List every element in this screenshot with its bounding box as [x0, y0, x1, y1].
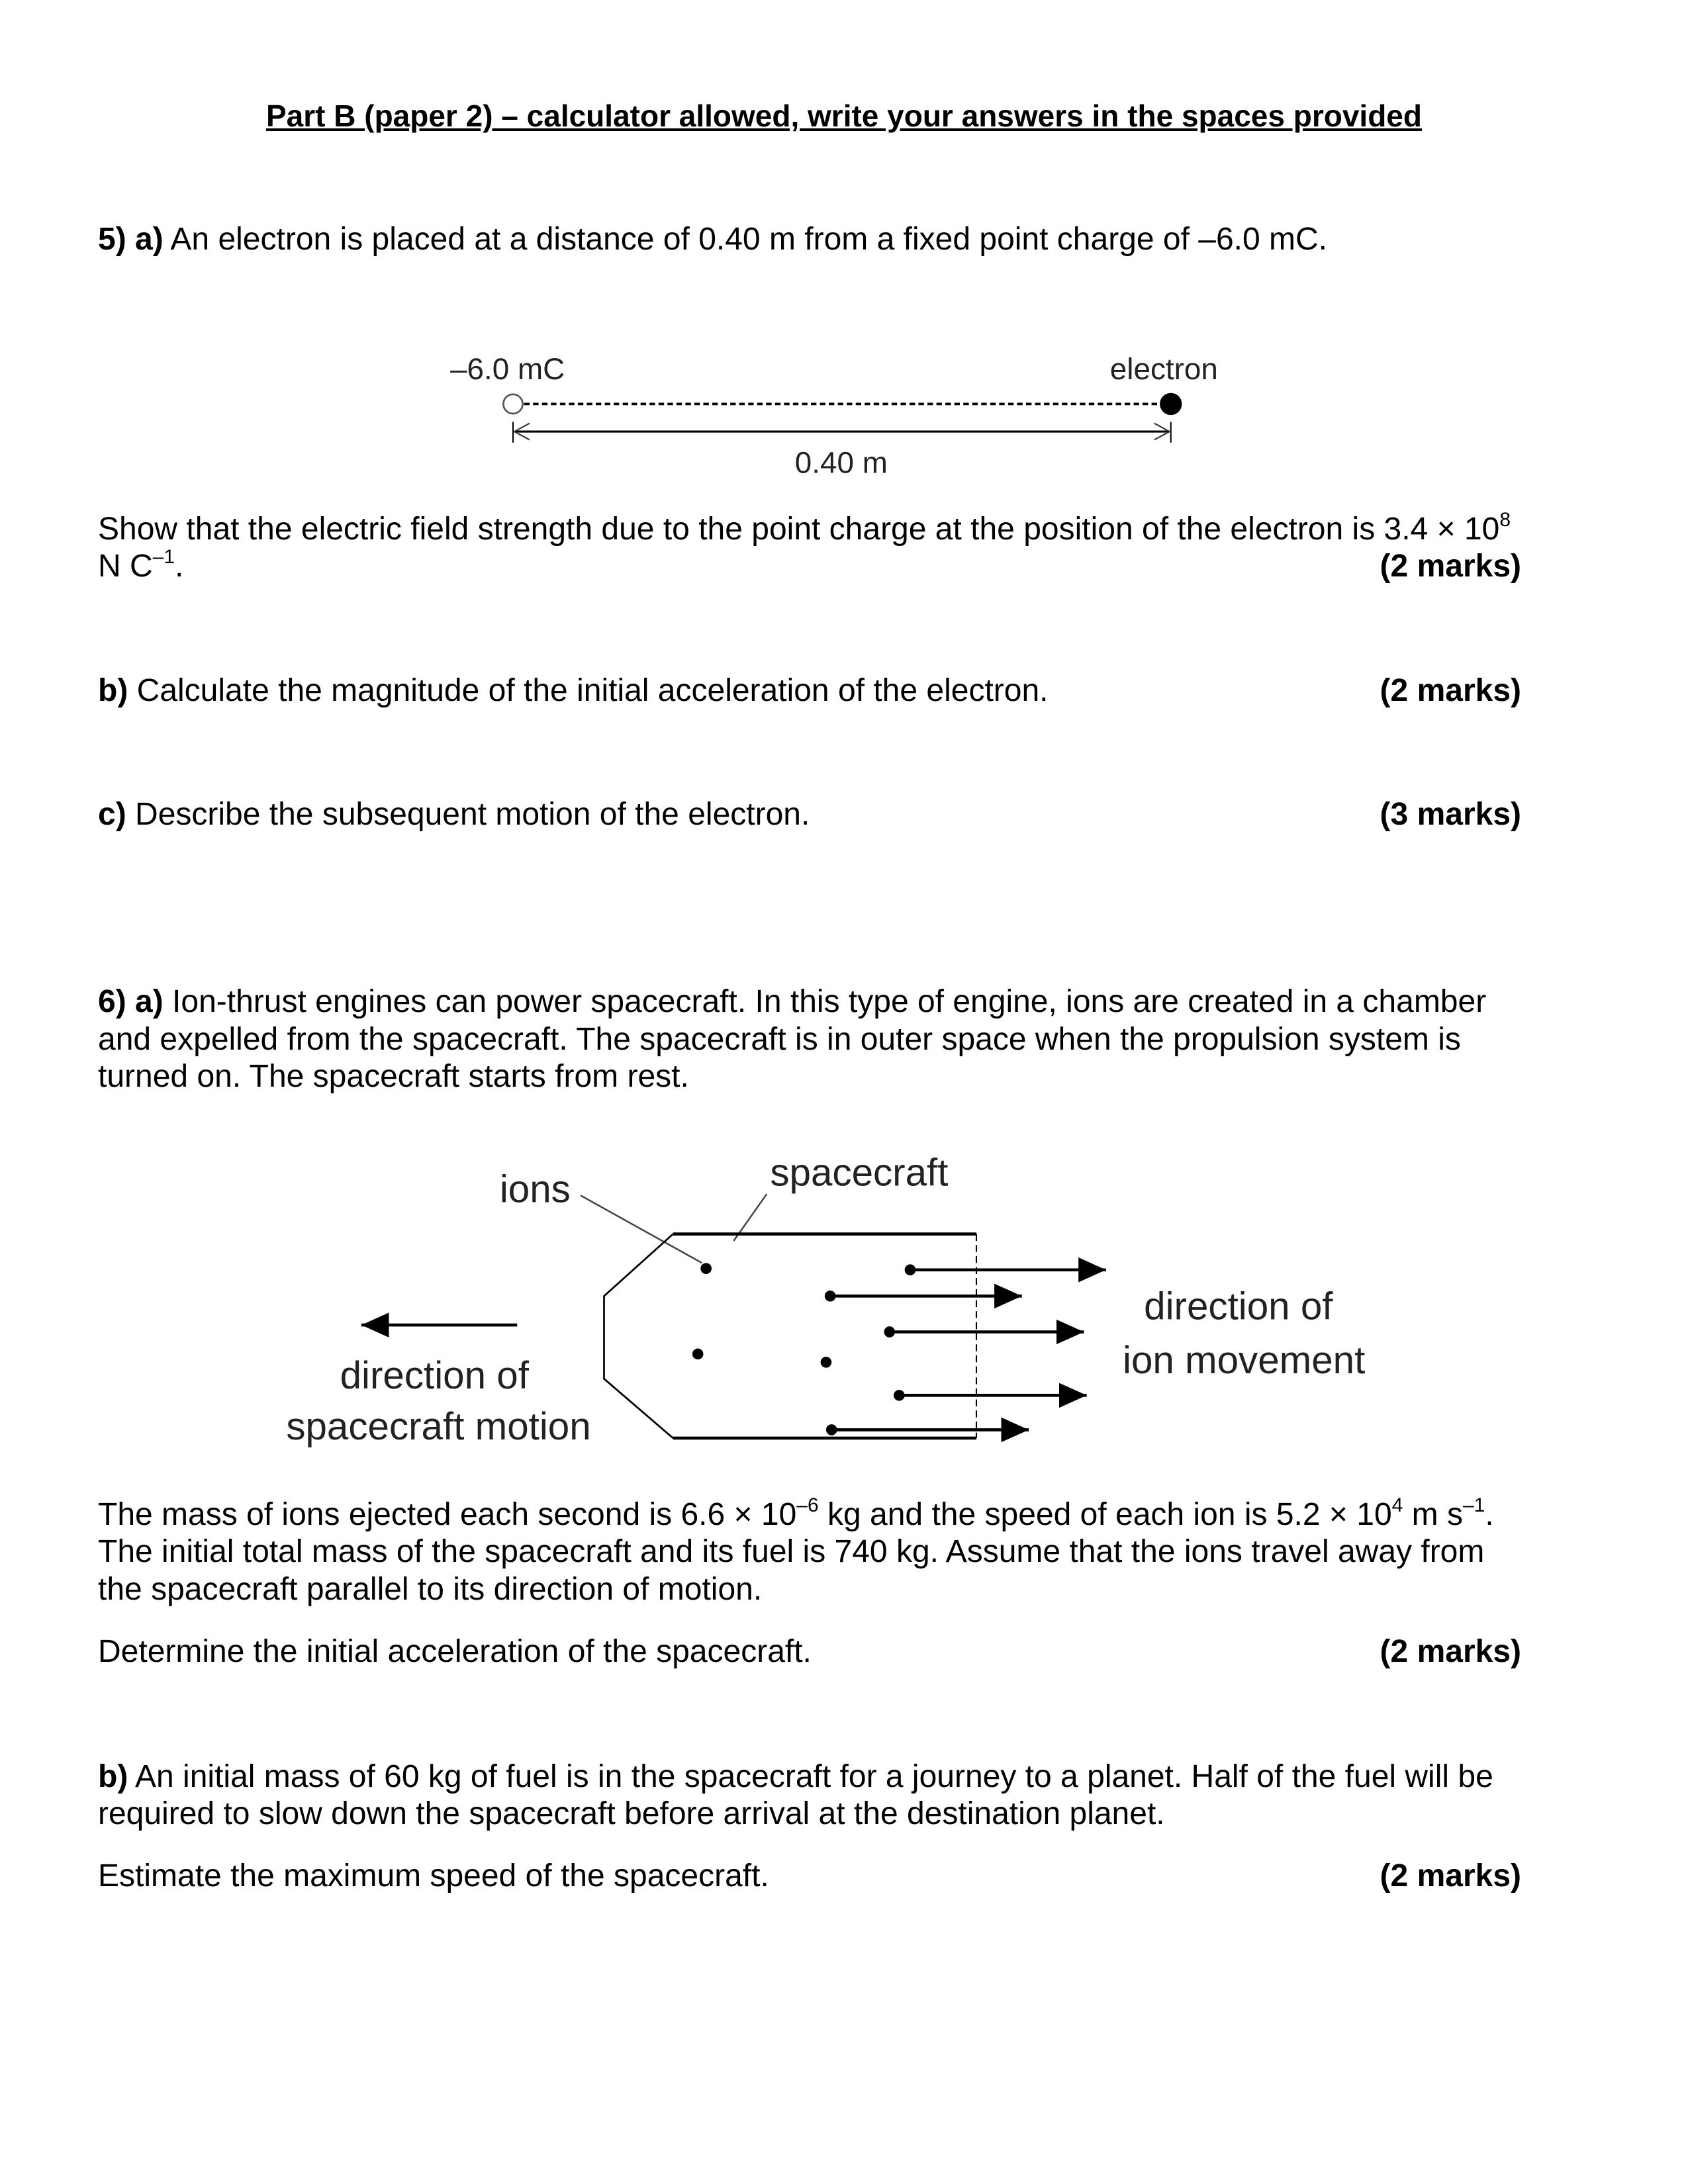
- q6a-info-line2: The initial total mass of the spacecraft and its fuel is 740 kg. Assume that the ions travel away from: [98, 1534, 1485, 1569]
- q5b-label: b): [98, 673, 128, 708]
- q5a-unit: N C: [98, 549, 153, 584]
- ions: [692, 1263, 916, 1435]
- point-charge-icon: [503, 394, 522, 414]
- ions-label: ions: [499, 1167, 571, 1211]
- q6a-line3: turned on. The spacecraft starts from rest.: [98, 1059, 689, 1094]
- charge-label: –6.0 mC: [450, 351, 565, 386]
- mass-text-2: kg and the speed of each ion is 5.2 × 10: [818, 1497, 1392, 1532]
- q5b-question: Calculate the magnitude of the initial acceleration of the electron.: [136, 673, 1049, 708]
- spacecraft-nose: [604, 1234, 673, 1438]
- mass-exp-2: 4: [1391, 1494, 1403, 1516]
- ion-direction-label-1: direction of: [1144, 1285, 1333, 1328]
- mass-text-1: The mass of ions ejected each second is 6.6 × 10: [98, 1497, 797, 1532]
- distance-label: 0.40 m: [794, 445, 888, 480]
- q5b-marks: (2 marks): [1380, 673, 1521, 708]
- q5a-label: 5) a): [98, 222, 164, 257]
- q6b-line2: required to slow down the spacecraft before arrival at the destination planet.: [98, 1796, 1165, 1831]
- ion-dot: [821, 1357, 832, 1368]
- q6a-marks: (2 marks): [1380, 1634, 1521, 1669]
- q6b-label: b): [98, 1759, 128, 1794]
- q5c-question: Describe the subsequent motion of the electron.: [135, 797, 810, 832]
- ion-direction-label-2: ion movement: [1122, 1339, 1366, 1382]
- mass-text-4: .: [1485, 1497, 1494, 1532]
- ion-dot: [700, 1263, 712, 1274]
- q5a-exponent: 8: [1499, 509, 1511, 531]
- q5a-question: An electron is placed at a distance of 0.40 m from a fixed point charge of –6.0 mC.: [170, 222, 1328, 257]
- q6a-info-line3: the spacecraft parallel to its direction of motion.: [98, 1572, 763, 1607]
- q6b-estimate: Estimate the maximum speed of the spacecraft.: [98, 1858, 769, 1893]
- electron-icon: [1160, 393, 1182, 415]
- craft-direction-label-1: direction of: [340, 1353, 529, 1397]
- q6a-text-1: Ion-thrust engines can power spacecraft. In this type of engine, ions are created in a chamber: [172, 984, 1487, 1019]
- ion-dot: [692, 1349, 704, 1360]
- spacecraft-label: spacecraft: [770, 1151, 949, 1195]
- page-title: Part B (paper 2) – calculator allowed, write your answers in the spaces provided: [265, 99, 1422, 133]
- electron-label: electron: [1109, 351, 1218, 386]
- mass-exp-3: –1: [1462, 1494, 1485, 1516]
- ions-pointer-line: [581, 1195, 702, 1263]
- mass-exp-1: –6: [796, 1494, 819, 1516]
- charge-diagram: [450, 352, 1218, 480]
- q5a-marks: (2 marks): [1380, 549, 1521, 584]
- q6a-determine: Determine the initial acceleration of the spacecraft.: [98, 1634, 812, 1669]
- q5a-period: .: [175, 549, 184, 584]
- q5a-show-text: Show that the electric field strength due to the point charge at the position of the electron is 3.4 × 10: [98, 512, 1500, 547]
- q5c-label: c): [98, 797, 126, 832]
- ion-thruster-diagram: [286, 1152, 1365, 1448]
- q5c-marks: (3 marks): [1380, 797, 1521, 832]
- q5a-unit-exponent: –1: [152, 546, 175, 568]
- q6b-marks: (2 marks): [1380, 1858, 1521, 1893]
- mass-text-3: m s: [1403, 1497, 1463, 1532]
- q6a-line2: and expelled from the spacecraft. The spacecraft is in outer space when the propulsion system is: [98, 1022, 1461, 1057]
- q6a-label: 6) a): [98, 984, 164, 1019]
- craft-direction-label-2: spacecraft motion: [286, 1405, 591, 1448]
- q6b-text-1: An initial mass of 60 kg of fuel is in the spacecraft for a journey to a planet. Half of the fuel will be: [135, 1759, 1493, 1794]
